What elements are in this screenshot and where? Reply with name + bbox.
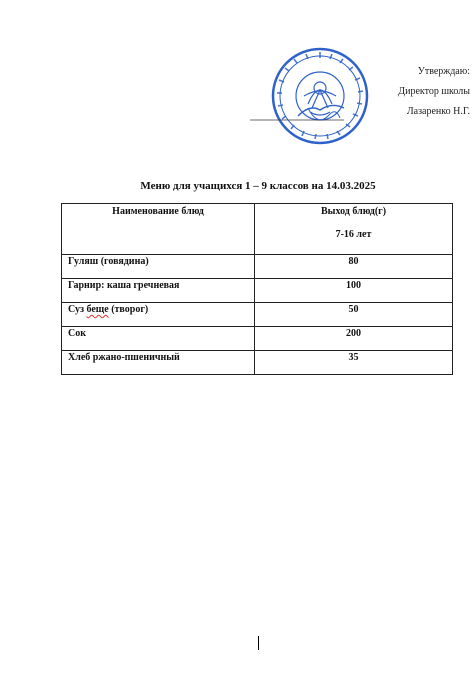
- header-dish: Наименование блюд: [62, 204, 255, 255]
- approval-title: Утверждаю:: [417, 66, 470, 77]
- table-row: [62, 327, 453, 351]
- approval-position: Директор школы: [398, 86, 470, 97]
- approval-block: [360, 62, 470, 122]
- dish-output: 100: [255, 279, 453, 303]
- dish-name: Хлеб ржано-пшеничный: [62, 351, 255, 375]
- table-row: [62, 255, 453, 279]
- dish-name: Гарнир: каша гречневая: [62, 279, 255, 303]
- table-header-row: [62, 204, 453, 255]
- dish-output: 80: [255, 255, 453, 279]
- header-output-label: Выход блюд(г): [320, 206, 387, 217]
- signature-stroke: [248, 104, 368, 132]
- menu-table: [61, 203, 453, 375]
- table-row: [62, 279, 453, 303]
- header-age-label: 7-16 лет: [335, 229, 372, 240]
- spellcheck-underline: беще: [86, 304, 109, 315]
- dish-output: 200: [255, 327, 453, 351]
- text-cursor[interactable]: [258, 636, 259, 650]
- dish-name: Суз беще (творог): [62, 303, 255, 327]
- dish-output: 35: [255, 351, 453, 375]
- dish-name: Гуляш (говядина): [62, 255, 255, 279]
- approval-name: Лазаренко Н.Г.: [406, 106, 470, 117]
- menu-title: Меню для учащихся 1 – 9 классов на 14.03.2025: [140, 180, 376, 192]
- table-row: [62, 351, 453, 375]
- dish-name: Сок: [62, 327, 255, 351]
- dish-output: 50: [255, 303, 453, 327]
- header-output: [255, 204, 453, 255]
- table-row: [62, 303, 453, 327]
